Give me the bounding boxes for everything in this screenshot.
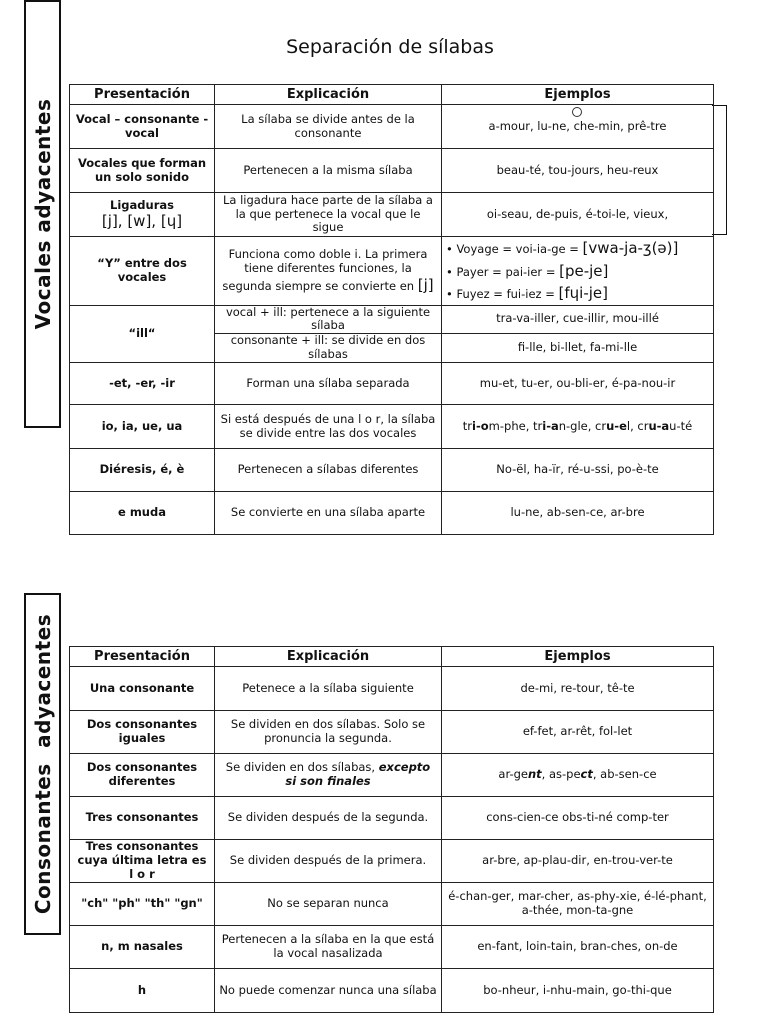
- row-presentation: Tres consonantes cuya última letra es l o r: [70, 840, 215, 883]
- row-explanation: La sílaba se divide antes de la consonante: [215, 105, 442, 149]
- row-explanation: Forman una sílaba separada: [215, 363, 442, 405]
- header-ejemplos: Ejemplos: [442, 85, 714, 105]
- row-example: tri-om-phe, tri-an-gle, cru-el, cru-au-té: [442, 405, 714, 449]
- row-presentation: Dos consonantes diferentes: [70, 754, 215, 797]
- row-presentation: e muda: [70, 492, 215, 535]
- table-row: [70, 711, 714, 754]
- table-row: [70, 883, 714, 926]
- row-explanation: Se dividen en dos sílabas. Solo se pronuncia la segunda.: [215, 711, 442, 754]
- table-row: [70, 193, 714, 237]
- table-row: [70, 754, 714, 797]
- row-example: é-chan-ger, mar-cher, as-phy-xie, é-lé-phant, a-thée, mon-ta-gne: [442, 883, 714, 926]
- row-example: a-mour, lu-ne, che-min, prê-tre: [442, 105, 714, 149]
- vocales-table: [69, 84, 714, 535]
- row-example: mu-et, tu-er, ou-bli-er, é-pa-nou-ir: [442, 363, 714, 405]
- table-row: [70, 449, 714, 492]
- row-presentation: Vocal – consonante - vocal: [70, 105, 215, 149]
- row-presentation: "ch" "ph" "th" "gn": [70, 883, 215, 926]
- row-presentation: h: [70, 969, 215, 1013]
- row-example: en-fant, loin-tain, bran-ches, on-de: [442, 926, 714, 969]
- row-presentation: Dos consonantes iguales: [70, 711, 215, 754]
- row-example: ar-gent, as-pect, ab-sen-ce: [442, 754, 714, 797]
- table-row: [70, 363, 714, 405]
- table-row: [70, 237, 714, 306]
- section-label-box-consonantes: [24, 593, 61, 935]
- row-example: cons-cien-ce obs-ti-né comp-ter: [442, 797, 714, 840]
- row-example: tra-va-iller, cue-illir, mou-illé: [442, 305, 714, 334]
- row-explanation: Se dividen en dos sílabas, excepto si son finales: [215, 754, 442, 797]
- table-row: [70, 667, 714, 711]
- ligaduras-ipa: [j], [w], [ɥ]: [101, 212, 183, 231]
- row-example: oi-seau, de-puis, é-toi-le, vieux,: [442, 193, 714, 237]
- row-explanation: consonante + ill: se divide en dos sílabas: [215, 334, 442, 363]
- row-example: lu-ne, ab-sen-ce, ar-bre: [442, 492, 714, 535]
- table-row: [70, 969, 714, 1013]
- right-bracket: [712, 105, 727, 235]
- row-example: No-ël, ha-ïr, ré-u-ssi, po-è-te: [442, 449, 714, 492]
- section-label-box-vocales: [24, 0, 61, 428]
- table-row: [70, 149, 714, 193]
- row-explanation: Se convierte en una sílaba aparte: [215, 492, 442, 535]
- row-example: de-mi, re-tour, tê-te: [442, 667, 714, 711]
- section-label-vocales: Vocales adyacentes: [30, 98, 55, 330]
- row-presentation: -et, -er, -ir: [70, 363, 215, 405]
- ligaduras-label: Ligaduras: [110, 197, 174, 212]
- y-explanation-ipa: [j]: [417, 275, 434, 294]
- header-ejemplos: Ejemplos: [442, 647, 714, 667]
- table-row: [70, 305, 714, 334]
- row-presentation: “ill“: [70, 305, 215, 363]
- row-explanation: [215, 237, 442, 306]
- consonantes-table: [69, 646, 714, 1013]
- row-presentation: Tres consonantes: [70, 797, 215, 840]
- list-item: • Voyage = voi-ia-ge = [vwa-ja-ʒ(ə)]: [446, 237, 709, 260]
- row-presentation: Vocales que forman un solo sonido: [70, 149, 215, 193]
- row-explanation: La ligadura hace parte de la sílaba a la que pertenece la vocal que le sigue: [215, 193, 442, 237]
- y-explanation-text: Funciona como doble i. La primera tiene diferentes funciones, la segunda siempre se convierte en: [222, 246, 428, 293]
- row-explanation: Petenece a la sílaba siguiente: [215, 667, 442, 711]
- row-example: fi-lle, bi-llet, fa-mi-lle: [442, 334, 714, 363]
- row-presentation: [70, 193, 215, 237]
- row-presentation: Una consonante: [70, 667, 215, 711]
- page-title: Separación de sílabas: [286, 36, 494, 58]
- row-presentation: “Y” entre dos vocales: [70, 237, 215, 306]
- row-explanation: No puede comenzar nunca una sílaba: [215, 969, 442, 1013]
- row-example: bo-nheur, i-nhu-main, go-thi-que: [442, 969, 714, 1013]
- row-example: beau-té, tou-jours, heu-reux: [442, 149, 714, 193]
- header-presentacion: Presentación: [70, 85, 215, 105]
- row-explanation: Si está después de una l o r, la sílaba se divide entre las dos vocales: [215, 405, 442, 449]
- emphasis-text: excepto si son finales: [285, 760, 431, 788]
- y-example-list: [446, 237, 709, 305]
- row-example: [442, 237, 714, 306]
- row-explanation: Pertenecen a la sílaba en la que está la vocal nasalizada: [215, 926, 442, 969]
- row-example: ar-bre, ap-plau-dir, en-trou-ver-te: [442, 840, 714, 883]
- list-item: • Fuyez = fui-iez = [fɥi-je]: [446, 282, 709, 305]
- row-explanation: No se separan nunca: [215, 883, 442, 926]
- header-explicacion: Explicación: [215, 647, 442, 667]
- table-header-row: [70, 85, 714, 105]
- table-row: [70, 105, 714, 149]
- row-explanation: vocal + ill: pertenece a la siguiente sílaba: [215, 305, 442, 334]
- row-presentation: n, m nasales: [70, 926, 215, 969]
- table-row: [70, 926, 714, 969]
- header-presentacion: Presentación: [70, 647, 215, 667]
- row-explanation: Pertenecen a sílabas diferentes: [215, 449, 442, 492]
- table-row: [70, 405, 714, 449]
- row-example: ef-fet, ar-rêt, fol-let: [442, 711, 714, 754]
- section-label-consonantes: Consonantes adyacentes: [30, 613, 55, 915]
- row-presentation: Diéresis, é, è: [70, 449, 215, 492]
- row-explanation: Pertenecen a la misma sílaba: [215, 149, 442, 193]
- row-presentation: io, ia, ue, ua: [70, 405, 215, 449]
- table-row: [70, 797, 714, 840]
- table-row: [70, 840, 714, 883]
- row-explanation: Se dividen después de la primera.: [215, 840, 442, 883]
- table-row: [70, 492, 714, 535]
- table-header-row: [70, 647, 714, 667]
- row-explanation: Se dividen después de la segunda.: [215, 797, 442, 840]
- list-item: • Payer = pai-ier = [pe-je]: [446, 260, 709, 283]
- header-explicacion: Explicación: [215, 85, 442, 105]
